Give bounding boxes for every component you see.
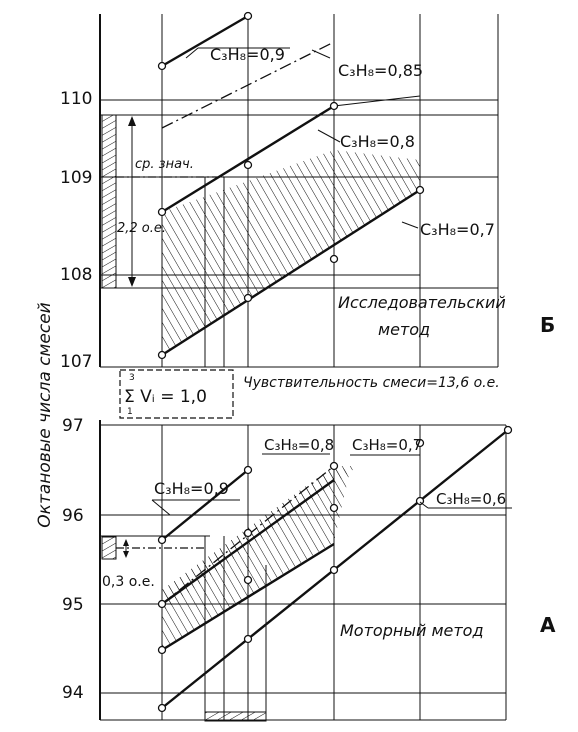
data-point	[331, 463, 338, 470]
leader-line	[420, 502, 428, 508]
y-tick-label: 107	[60, 352, 93, 372]
sum-upper: 3	[129, 373, 135, 383]
y-tick-label: 109	[60, 168, 93, 188]
data-point	[245, 467, 252, 474]
data-point	[159, 705, 166, 712]
series-label-0.7: C₃H₈=0,7	[420, 220, 495, 239]
avg-label: ср. знач.	[135, 157, 194, 172]
data-point	[159, 63, 166, 70]
range-label: 2,2 о.е.	[117, 221, 167, 236]
data-point	[245, 13, 252, 20]
data-point	[159, 352, 166, 359]
y-tick-label: 110	[60, 89, 93, 109]
series-label-0.8: C₃H₈=0,8	[264, 436, 335, 454]
range-label: 0,3 о.е.	[102, 574, 155, 590]
panel-letter: А	[540, 613, 556, 637]
data-point	[245, 162, 252, 169]
bottom-panel	[62, 416, 556, 721]
data-point	[331, 567, 338, 574]
range-bar	[102, 537, 116, 559]
data-point	[331, 103, 338, 110]
leader-line	[152, 500, 170, 515]
data-point	[159, 601, 166, 608]
arrow-head	[123, 551, 129, 558]
data-point	[331, 256, 338, 263]
y-tick-label: 96	[62, 506, 84, 526]
range-bar	[102, 115, 116, 288]
y-axis-title: Октановые числа смесей	[35, 302, 55, 528]
data-point	[505, 427, 512, 434]
data-point	[331, 505, 338, 512]
bottom-bar	[205, 712, 266, 721]
top-panel	[60, 13, 555, 419]
arrow-head	[128, 116, 136, 126]
data-point	[159, 209, 166, 216]
y-tick-label: 108	[60, 265, 93, 285]
method-label: метод	[378, 320, 431, 339]
panel-letter: Б	[540, 313, 556, 337]
y-tick-label: 95	[62, 595, 84, 615]
data-point	[159, 647, 166, 654]
method-label: Моторный метод	[340, 621, 484, 640]
series-label-0.85: C₃H₈=0,85	[338, 61, 424, 80]
series-label-0.6: C₃H₈=0,6	[436, 490, 507, 508]
series-label-0.7: C₃H₈=0,7	[352, 436, 423, 454]
y-tick-label: 94	[62, 683, 84, 703]
data-point	[245, 295, 252, 302]
method-label: Исследовательский	[338, 293, 506, 312]
data-point	[417, 187, 424, 194]
sensitivity-label: Чувствительность смеси=13,6 о.е.	[243, 375, 500, 391]
leader-line	[402, 222, 418, 228]
series-line-0.8b	[334, 96, 420, 106]
arrow-head	[123, 539, 129, 546]
data-point	[245, 577, 252, 584]
data-point	[245, 530, 252, 537]
leader-line	[312, 50, 330, 58]
data-point	[245, 636, 252, 643]
arrow-head	[128, 277, 136, 287]
sum-label: Σ Vᵢ = 1,0	[124, 387, 207, 407]
sum-lower: 1	[127, 407, 133, 417]
series-label-0.9: C₃H₈=0,9	[154, 479, 229, 498]
leader-line	[318, 130, 340, 142]
data-point	[159, 537, 166, 544]
y-tick-label: 97	[62, 416, 84, 436]
series-label-0.8: C₃H₈=0,8	[340, 132, 415, 151]
series-label-0.9: C₃H₈=0,9	[210, 45, 285, 64]
